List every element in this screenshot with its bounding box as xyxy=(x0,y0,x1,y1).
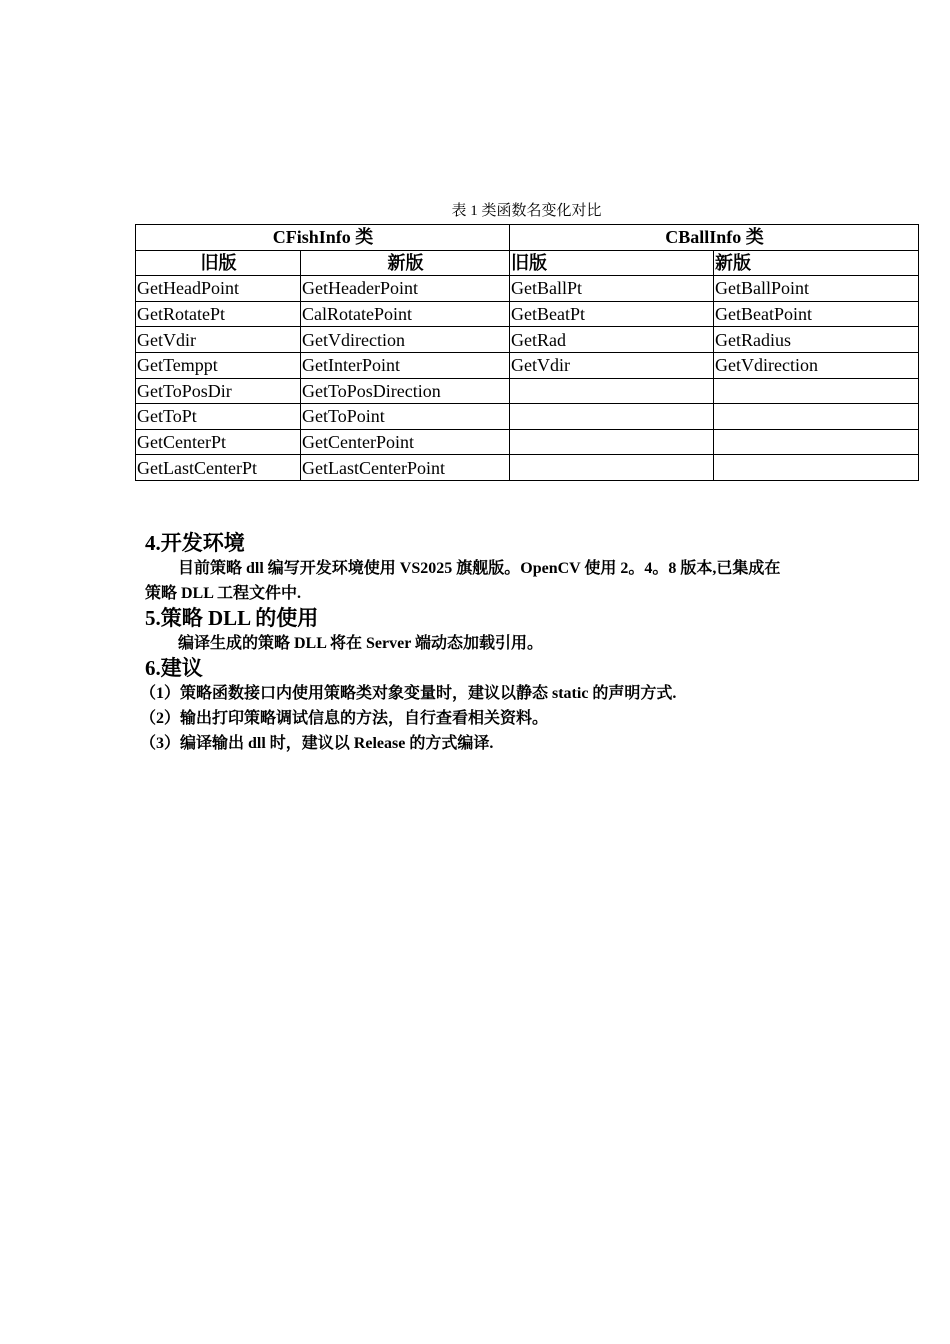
table-cell xyxy=(714,378,919,404)
section-heading-suggestions: 6.建议 xyxy=(145,656,203,680)
group-header-cfishinfo: CFishInfo 类 xyxy=(136,225,510,251)
subheader-new-fish: 新版 xyxy=(301,250,510,276)
section-heading-dev-environment: 4.开发环境 xyxy=(145,531,245,555)
table-cell xyxy=(510,404,714,430)
table-cell: GetToPosDir xyxy=(136,378,301,404)
subheader-old-ball: 旧版 xyxy=(510,250,714,276)
table-subheader-row xyxy=(136,250,919,276)
table-cell: GetRadius xyxy=(714,327,919,353)
section-dll-usage xyxy=(145,605,905,656)
table-row xyxy=(136,352,919,378)
table-row xyxy=(136,455,919,481)
table-cell: GetHeaderPoint xyxy=(301,276,510,302)
table-cell xyxy=(714,404,919,430)
table-cell xyxy=(510,429,714,455)
table-cell xyxy=(510,455,714,481)
table-cell: GetToPoint xyxy=(301,404,510,430)
group-header-cballinfo: CBallInfo 类 xyxy=(510,225,919,251)
table-cell: GetVdir xyxy=(510,352,714,378)
table-cell: GetVdir xyxy=(136,327,301,353)
table-cell: GetHeadPoint xyxy=(136,276,301,302)
table-cell: GetToPt xyxy=(136,404,301,430)
table-row xyxy=(136,276,919,302)
table-row xyxy=(136,404,919,430)
section-heading-dll-usage: 5.策略 DLL 的使用 xyxy=(145,606,319,630)
table-cell xyxy=(510,378,714,404)
table-cell: GetLastCenterPt xyxy=(136,455,301,481)
table-cell: GetVdirection xyxy=(301,327,510,353)
paragraph-dll-usage: 编译生成的策略 DLL 将在 Server 端动态加载引用。 xyxy=(178,635,544,652)
table-cell: GetToPosDirection xyxy=(301,378,510,404)
table-cell xyxy=(714,429,919,455)
table-row xyxy=(136,429,919,455)
section-dev-environment xyxy=(145,530,905,606)
table-cell: GetCenterPt xyxy=(136,429,301,455)
subheader-new-ball: 新版 xyxy=(714,250,919,276)
section-suggestions xyxy=(140,655,905,756)
table-caption: 表 1 类函数名变化对比 xyxy=(451,203,602,219)
table-row xyxy=(136,301,919,327)
paragraph-dev-environment-line2: 策略 DLL 工程文件中. xyxy=(145,585,302,602)
table-cell: GetLastCenterPoint xyxy=(301,455,510,481)
table-row xyxy=(136,327,919,353)
table-cell: GetRad xyxy=(510,327,714,353)
table-row xyxy=(136,378,919,404)
table-cell xyxy=(714,455,919,481)
table-cell: GetBallPt xyxy=(510,276,714,302)
table-cell: GetVdirection xyxy=(714,352,919,378)
list-item: （3）编译输出 dll 时，建议以 Release 的方式编译. xyxy=(140,735,494,752)
table-cell: GetTemppt xyxy=(136,352,301,378)
function-name-comparison-table xyxy=(135,224,919,481)
table-cell: GetBeatPt xyxy=(510,301,714,327)
table-cell: GetCenterPoint xyxy=(301,429,510,455)
table-cell: GetBallPoint xyxy=(714,276,919,302)
subheader-old-fish: 旧版 xyxy=(136,250,301,276)
list-item: （2）输出打印策略调试信息的方法，自行查看相关资料。 xyxy=(140,710,549,727)
paragraph-dev-environment-line1: 目前策略 dll 编写开发环境使用 VS2025 旗舰版。OpenCV 使用 2。4。8 版本,已集成在 xyxy=(178,560,781,577)
list-item: （1）策略函数接口内使用策略类对象变量时，建议以静态 static 的声明方式. xyxy=(140,685,677,702)
table-cell: CalRotatePoint xyxy=(301,301,510,327)
table-cell: GetInterPoint xyxy=(301,352,510,378)
table-group-header-row xyxy=(136,225,919,251)
table-cell: GetBeatPoint xyxy=(714,301,919,327)
table-cell: GetRotatePt xyxy=(136,301,301,327)
